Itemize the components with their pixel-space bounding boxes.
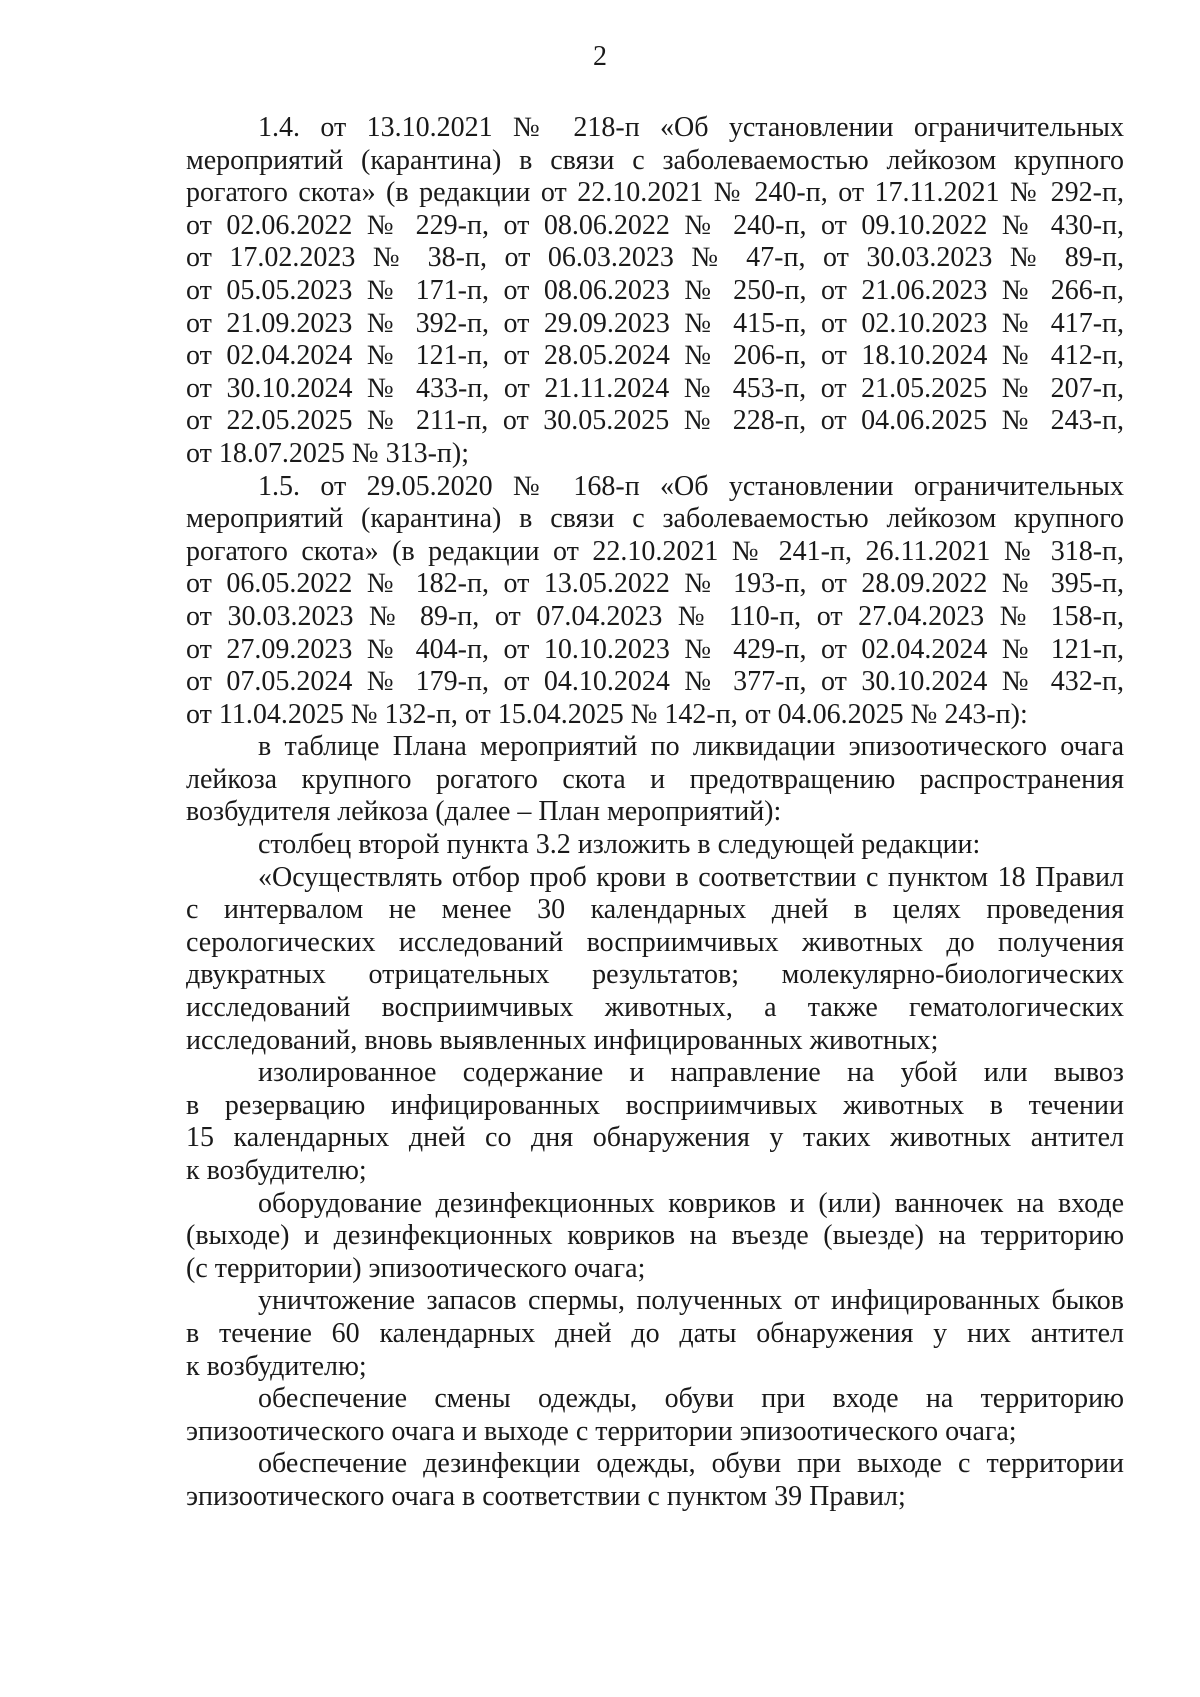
text-line: рогатого скота» (в редакции от 22.10.2021 № 240-п, от 17.11.2021 № 292-п, [186, 177, 1124, 209]
text-line: эпизоотического очага в соответствии с пунктом 39 Правил; [186, 1480, 906, 1512]
text-line: обеспечение смены одежды, обуви при входе на территорию [258, 1383, 1124, 1415]
text-line: рогатого скота» (в редакции от 22.10.2021 № 241-п, 26.11.2021 № 318-п, [186, 535, 1124, 567]
text-line: исследований восприимчивых животных, а также гематологических [186, 992, 1124, 1024]
text-line: в резервацию инфицированных восприимчивых животных в течении [186, 1089, 1124, 1121]
text-line: 1.4. от 13.10.2021 № 218-п «Об установлении ограничительных [258, 112, 1124, 143]
text-line: от 06.05.2022 № 182-п, от 13.05.2022 № 193-п, от 28.09.2022 № 395-п, [186, 568, 1124, 600]
page-number: 2 [593, 41, 607, 72]
paragraph-item-1-4 [186, 112, 1124, 471]
text-line: (с территории) эпизоотического очага; [186, 1252, 646, 1284]
paragraph-plan-intro [186, 731, 1124, 829]
text-line: к возбудителю; [186, 1155, 367, 1186]
paragraph-quote-disinfection-mats [186, 1188, 1124, 1286]
text-line: от 02.04.2024 № 121-п, от 28.05.2024 № 206-п, от 18.10.2024 № 412-п, [186, 340, 1124, 372]
text-line: от 30.03.2023 № 89-п, от 07.04.2023 № 110-п, от 27.04.2023 № 158-п, [186, 600, 1124, 632]
text-line: от 21.09.2023 № 392-п, от 29.09.2023 № 415-п, от 02.10.2023 № 417-п, [186, 307, 1124, 339]
text-line: двукратных отрицательных результатов; молекулярно-биологических [186, 959, 1124, 991]
text-line: 1.5. от 29.05.2020 № 168-п «Об установлении ограничительных [258, 470, 1124, 502]
paragraph-quote-clothing-change [186, 1383, 1124, 1448]
text-line: лейкоза крупного рогатого скота и предотвращению распространения [186, 763, 1124, 795]
text-line: от 18.07.2025 № 313-п); [186, 437, 469, 469]
text-line: мероприятий (карантина) в связи с заболеваемостью лейкозом крупного [186, 144, 1124, 176]
text-line: от 17.02.2023 № 38-п, от 06.03.2023 № 47-п, от 30.03.2023 № 89-п, [186, 242, 1124, 274]
text-line: серологических исследований восприимчивых животных до получения [186, 926, 1124, 958]
text-line: мероприятий (карантина) в связи с заболеваемостью лейкозом крупного [186, 503, 1124, 535]
text-line: эпизоотического очага и выходе с территории эпизоотического очага; [186, 1415, 1017, 1447]
paragraph-quote-semen-destruction [186, 1285, 1124, 1383]
paragraph-quote-isolation [186, 1057, 1124, 1187]
paragraph-quote-sampling [186, 862, 1124, 1058]
text-line: с интервалом не менее 30 календарных дней в целях проведения [186, 894, 1124, 926]
text-line: 15 календарных дней со дня обнаружения у таких животных антител [186, 1122, 1124, 1154]
paragraph-column-instruction [186, 829, 1124, 862]
text-line: исследований, вновь выявленных инфицированных животных; [186, 1024, 939, 1056]
text-line: от 07.05.2024 № 179-п, от 04.10.2024 № 377-п, от 30.10.2024 № 432-п, [186, 666, 1124, 698]
paragraph-item-1-5 [186, 471, 1124, 732]
text-line: от 30.10.2024 № 433-п, от 21.11.2024 № 453-п, от 21.05.2025 № 207-п, [186, 372, 1124, 404]
document-body [186, 112, 1124, 1514]
text-line: изолированное содержание и направление на убой или вывоз [258, 1057, 1124, 1089]
text-line: возбудителя лейкоза (далее – План мероприятий): [186, 796, 782, 828]
text-line: оборудование дезинфекционных ковриков и (или) ванночек на входе [258, 1187, 1124, 1219]
text-line: от 05.05.2023 № 171-п, от 08.06.2023 № 250-п, от 21.06.2023 № 266-п, [186, 274, 1124, 306]
paragraph-quote-clothing-disinfection [186, 1448, 1124, 1513]
text-line: столбец второй пункта 3.2 изложить в следующей редакции: [258, 829, 981, 861]
text-line: от 22.05.2025 № 211-п, от 30.05.2025 № 228-п, от 04.06.2025 № 243-п, [186, 405, 1124, 437]
text-line: от 11.04.2025 № 132-п, от 15.04.2025 № 142-п, от 04.06.2025 № 243-п): [186, 698, 1028, 730]
text-line: в таблице Плана мероприятий по ликвидации эпизоотического очага [258, 731, 1124, 763]
text-line: к возбудителю; [186, 1350, 367, 1382]
text-line: от 27.09.2023 № 404-п, от 10.10.2023 № 429-п, от 02.04.2024 № 121-п, [186, 633, 1124, 665]
text-line: в течение 60 календарных дней до даты обнаружения у них антител [186, 1317, 1124, 1349]
text-line: от 02.06.2022 № 229-п, от 08.06.2022 № 240-п, от 09.10.2022 № 430-п, [186, 209, 1124, 241]
text-line: (выходе) и дезинфекционных ковриков на въезде (выезде) на территорию [186, 1220, 1124, 1252]
text-line: уничтожение запасов спермы, полученных от инфицированных быков [258, 1285, 1124, 1317]
text-line: обеспечение дезинфекции одежды, обуви при выходе с территории [258, 1448, 1124, 1480]
text-line: «Осуществлять отбор проб крови в соответствии с пунктом 18 Правил [258, 861, 1124, 893]
